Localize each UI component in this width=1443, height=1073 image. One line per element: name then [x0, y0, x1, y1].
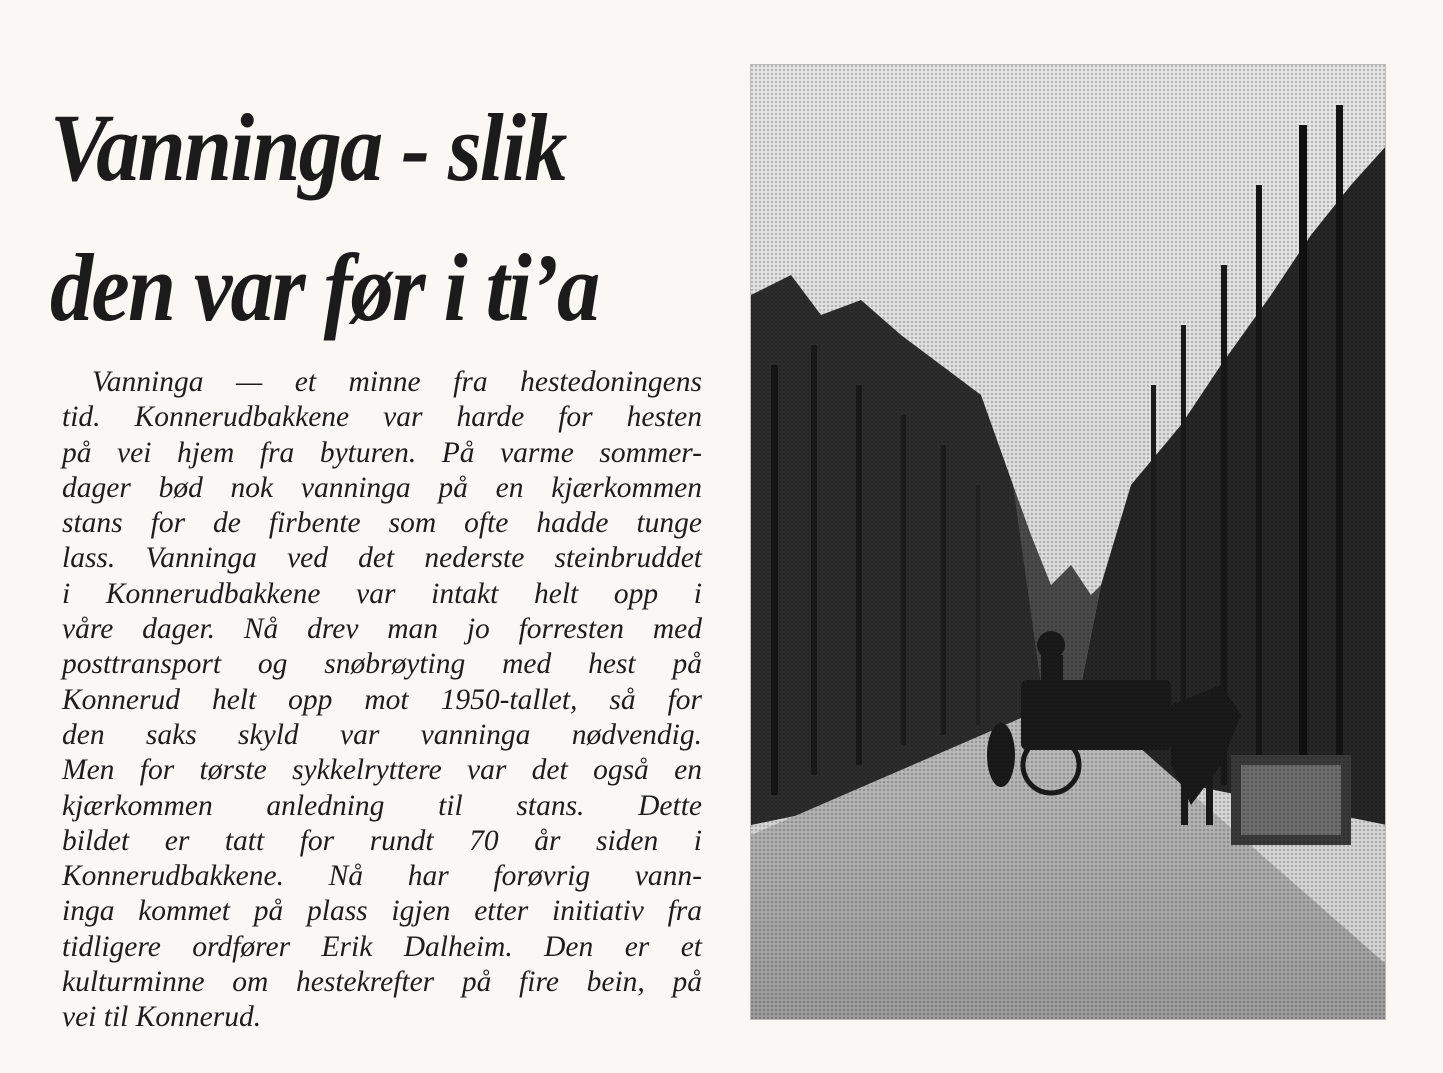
body-line: Konnerud helt opp mot 1950-tallet, så for — [62, 683, 702, 716]
body-line: våre dager. Nå drev man jo forresten med — [62, 613, 702, 646]
body-line: dager bød nok vanninga på en kjærkommen — [62, 471, 702, 504]
body-line: stans for de firbente som ofte hadde tunge — [62, 507, 702, 540]
body-line: Men for tørste sykkelryttere var det også en — [62, 754, 702, 787]
body-line: på vei hjem fra byturen. På varme sommer- — [62, 436, 702, 469]
body-line: den saks skyld var vanninga nødvendig. — [62, 718, 702, 751]
article-body — [62, 365, 702, 1036]
body-line: Konnerudbakkene. Nå har forøvrig vann- — [62, 860, 702, 893]
headline-line-2: den var før i ti’a — [50, 234, 599, 341]
body-line: Vanninga — et minne fra hestedoningens — [92, 366, 702, 398]
body-line: bildet er tatt for rundt 70 år siden i — [62, 824, 702, 857]
forest-road-photo-icon — [751, 65, 1386, 1020]
body-line: kulturminne om hestekrefter på fire bein, på — [62, 966, 702, 999]
headline — [50, 78, 644, 358]
body-line: i Konnerudbakkene var intakt helt opp i — [62, 577, 702, 610]
headline-line-1: Vanninga - slik — [50, 94, 566, 201]
body-line: kjærkommen anledning til stans. Dette — [62, 789, 702, 822]
body-line: tid. Konnerudbakkene var harde for hesten — [62, 401, 702, 434]
historic-photo — [750, 64, 1386, 1020]
body-line: vei til Konnerud. — [62, 1001, 262, 1034]
body-line: posttransport og snøbrøyting med hest på — [62, 648, 702, 681]
body-line: tidligere ordfører Erik Dalheim. Den er et — [62, 930, 702, 963]
body-line: inga kommet på plass igjen etter initiativ fra — [62, 895, 702, 928]
body-line: lass. Vanninga ved det nederste steinbruddet — [62, 542, 702, 575]
